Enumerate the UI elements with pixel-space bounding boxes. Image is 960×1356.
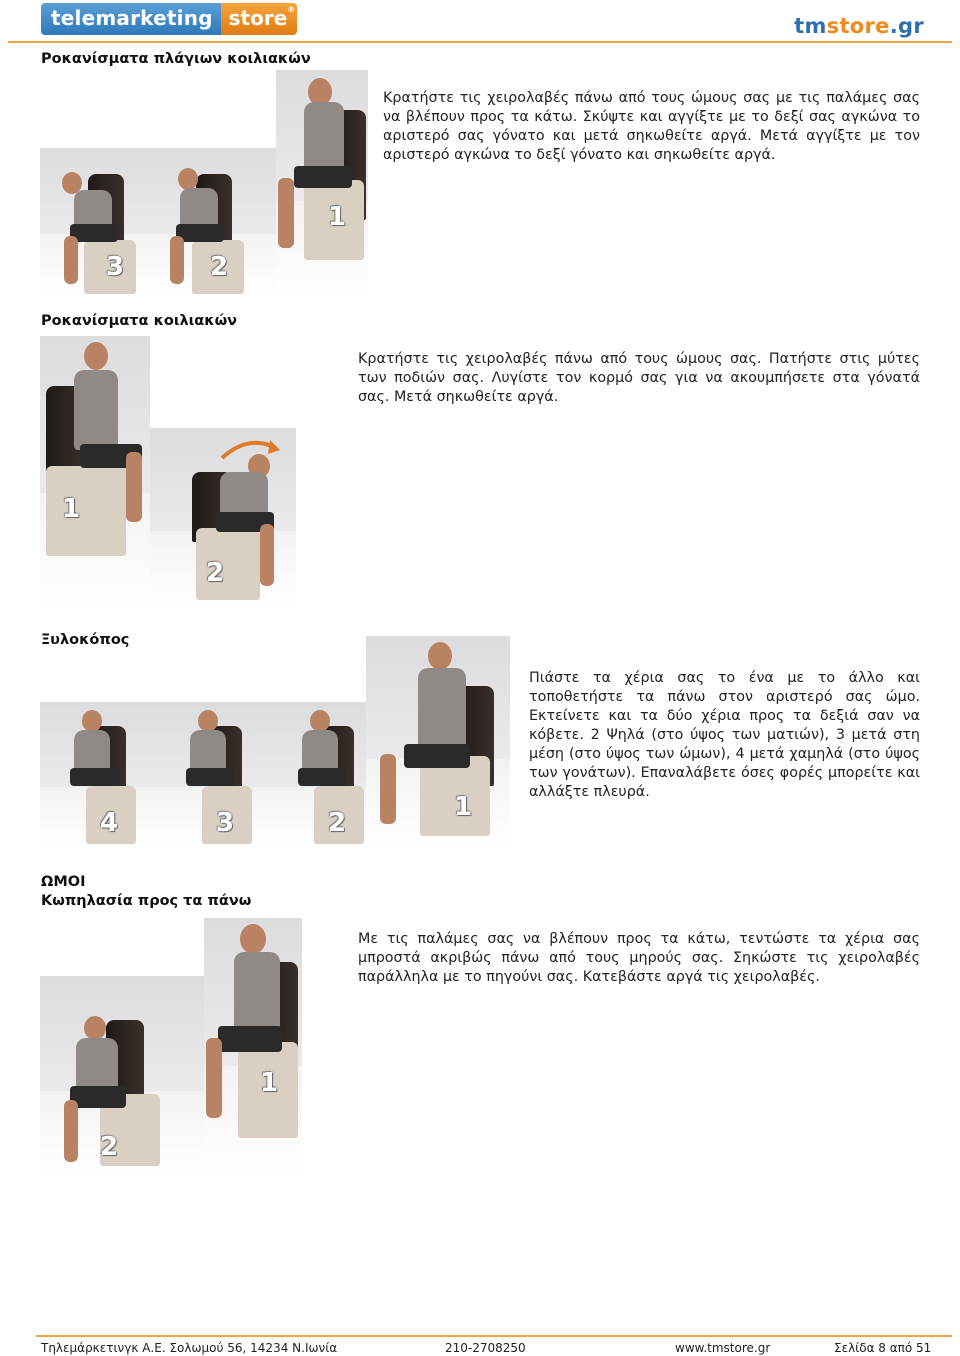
step-number: 1 <box>62 494 81 524</box>
step-number: 3 <box>106 252 125 282</box>
logo-tm: tm <box>794 14 827 38</box>
footer-divider <box>36 1335 952 1337</box>
step-number: 2 <box>100 1132 119 1162</box>
logo-secondary-text <box>221 3 298 35</box>
photo-panel-front <box>204 918 302 1174</box>
footer-phone: 210-2708250 <box>445 1341 526 1355</box>
instruction-text-woodchopper: Πιάστε τα χέρια σας το ένα με το άλλο και τοποθετήστε τα πάνω στον αριστερό σας ώμο. Εκτείνετε και τα δύο χέρια προς τα δεξιά σαν να κόβετε. 2 Ψηλά (στο ύψος των ματιών), 3 μετά στη μέση (στο ύψος των ώμων), 4 μετά χαμηλά (στο ύψος των γονάτων). Επαναλάβετε όσες φορές μπορείτε και αλλάξτε πλευρά. <box>529 670 920 800</box>
step-number: 1 <box>260 1068 279 1098</box>
registered-mark: ® <box>287 5 296 14</box>
photo-panel-back <box>40 148 276 296</box>
exercise-photo-crunches <box>40 336 296 606</box>
section-title-upright-row: Κωπηλασία προς τα πάνω <box>41 893 252 909</box>
logo-store-text: store <box>228 6 288 30</box>
category-title-shoulders: ΩΜΟΙ <box>41 874 86 890</box>
tmstore-logo <box>794 14 924 38</box>
step-number: 1 <box>454 792 473 822</box>
photo-panel-back <box>40 976 204 1174</box>
exercise-photo-oblique-crunches <box>40 70 368 296</box>
step-number: 1 <box>328 202 347 232</box>
footer-website-link[interactable]: www.tmstore.gr <box>675 1341 771 1355</box>
footer-company: Τηλεμάρκετινγκ Α.Ε. Σολωμού 56, 14234 Ν.Ιωνία <box>41 1341 338 1355</box>
photo-panel-front <box>366 636 510 848</box>
photo-panel-left <box>40 336 150 606</box>
step-number: 4 <box>100 808 119 838</box>
logo-store: store <box>826 14 890 38</box>
section-title-crunches: Ροκανίσματα κοιλιακών <box>41 313 238 329</box>
curved-arrow-icon <box>216 434 286 462</box>
logo-primary-text: telemarketing <box>41 3 221 35</box>
section-title-oblique-crunches: Ροκανίσματα πλάγιων κοιλιακών <box>41 51 311 67</box>
logo-gr: .gr <box>889 14 924 38</box>
telemarketing-store-logo <box>41 3 297 35</box>
photo-panel-back <box>40 702 366 848</box>
step-number: 2 <box>210 252 229 282</box>
step-number: 2 <box>206 558 225 588</box>
header-divider <box>8 41 952 43</box>
exercise-photo-upright-row <box>40 918 302 1174</box>
exercise-photo-woodchopper <box>40 636 510 848</box>
step-number: 3 <box>216 808 235 838</box>
footer-page-number: Σελίδα 8 από 51 <box>834 1341 932 1355</box>
instruction-text-crunches: Κρατήστε τις χειρολαβές πάνω από τους ώμους σας. Πατήστε στις μύτες των ποδιών σας. Λυγίστε τον κορμό σας για να ακουμπήσετε στα γόνατά σας. Μετά σηκωθείτε αργά. <box>358 351 920 405</box>
section-title-woodchopper: Ξυλοκόπος <box>41 632 130 648</box>
instruction-text-oblique-crunches: Κρατήστε τις χειρολαβές πάνω από τους ώμους σας με τις παλάμες σας να βλέπουν προς τα κάτω. Σκύψτε και αγγίξτε με το δεξί σας αγκώνα το αριστερό σας γόνατο και μετά σηκωθείτε αργά. Μετά αγγίξτε με τον αριστερό αγκώνα το δεξί γόνατο και σηκωθείτε αργά. <box>383 90 920 163</box>
step-number: 2 <box>328 808 347 838</box>
instruction-text-upright-row: Με τις παλάμες σας να βλέπουν προς τα κάτω, τεντώστε τα χέρια σας μπροστά ακριβώς πάνω από τους μηρούς σας. Σηκώστε τις χειρολαβές παράλληλα με το πηγούνι σας. Κατεβάστε αργά τις χειρολαβές. <box>358 931 920 985</box>
